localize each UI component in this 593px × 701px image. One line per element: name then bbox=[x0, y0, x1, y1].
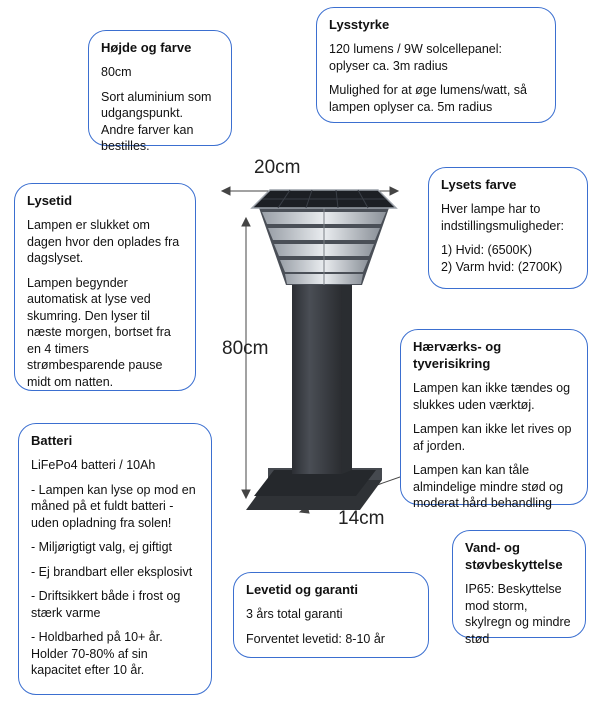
box-title: Batteri bbox=[31, 433, 73, 448]
box-line: 2) Varm hvid: (2700K) bbox=[441, 259, 563, 274]
box-line: 3 års total garanti bbox=[246, 607, 343, 622]
box-line: Sort aluminium som udgangspunkt. Andre farver kan bestilles. bbox=[101, 89, 212, 154]
box-line: - Holdbarhed på 10+ år. Holder 70-80% af sin kapacitet efter 10 år. bbox=[31, 630, 163, 678]
info-box-brightness bbox=[316, 7, 556, 123]
box-line: - Driftsikkert både i frost og stærk varme bbox=[31, 589, 181, 620]
box-title: Levetid og garanti bbox=[246, 582, 358, 597]
box-line: Lampen begynder automatisk at lyse ved skumring. Den lyser til næste morgen, bortset fra en 4 timers strømbesparende pause midt om natten. bbox=[27, 275, 171, 389]
box-line: Lampen kan ikke let rives op af jorden. bbox=[413, 422, 572, 453]
box-line: - Ej brandbart eller eksplosivt bbox=[31, 564, 193, 579]
box-line: 80cm bbox=[101, 65, 132, 80]
box-line: IP65: Beskyttelse mod storm, skylregn og mindre stød bbox=[465, 582, 571, 646]
info-box-water-dust bbox=[452, 530, 586, 646]
info-box-battery bbox=[18, 423, 212, 695]
info-box-height-color bbox=[88, 30, 232, 154]
box-line: - Lampen kan lyse op mod en måned på et fuldt batteri - uden opladning fra solen! bbox=[31, 482, 196, 530]
dimension-label-height: 80cm bbox=[222, 338, 269, 359]
box-line: Lampen kan ikke tændes og slukkes uden værktøj. bbox=[413, 381, 571, 412]
box-line: Lampen kan kan tåle almindelige mindre stød og moderat hård behandling bbox=[413, 463, 564, 511]
dimension-label-base: 14cm bbox=[338, 508, 385, 529]
box-title: Vand- og støvbeskyttelse bbox=[465, 540, 563, 573]
info-box-vandalism bbox=[400, 329, 588, 511]
box-line: Lampen er slukket om dagen hvor den oplades fra dagslyset. bbox=[27, 218, 180, 266]
lamp-pole bbox=[292, 258, 352, 474]
box-title: Lysets farve bbox=[441, 177, 517, 192]
box-line: Forventet levetid: 8-10 år bbox=[246, 631, 385, 646]
box-line: 120 lumens / 9W solcellepanel: oplyser ca. 3m radius bbox=[329, 42, 503, 73]
info-box-lifetime-warranty bbox=[233, 572, 429, 658]
box-line: Hver lampe har to indstillingsmuligheder: bbox=[441, 202, 564, 233]
lamp-head bbox=[258, 205, 390, 285]
box-title: Højde og farve bbox=[101, 40, 192, 55]
info-box-light-time bbox=[14, 183, 196, 391]
dimension-label-top: 20cm bbox=[254, 157, 301, 178]
box-line: - Miljørigtigt valg, ej giftigt bbox=[31, 540, 173, 555]
box-title: Lysetid bbox=[27, 193, 73, 208]
solar-panel bbox=[252, 190, 396, 208]
box-line: Mulighed for at øge lumens/watt, så lampen oplyser ca. 5m radius bbox=[329, 83, 528, 114]
lamp-base bbox=[246, 468, 382, 510]
box-title: Lysstyrke bbox=[329, 17, 390, 32]
info-box-light-color bbox=[428, 167, 588, 289]
box-line: 1) Hvid: (6500K) bbox=[441, 243, 533, 258]
box-line: LiFePo4 batteri / 10Ah bbox=[31, 458, 156, 473]
box-title: Hærværks- og tyverisikring bbox=[413, 339, 502, 372]
